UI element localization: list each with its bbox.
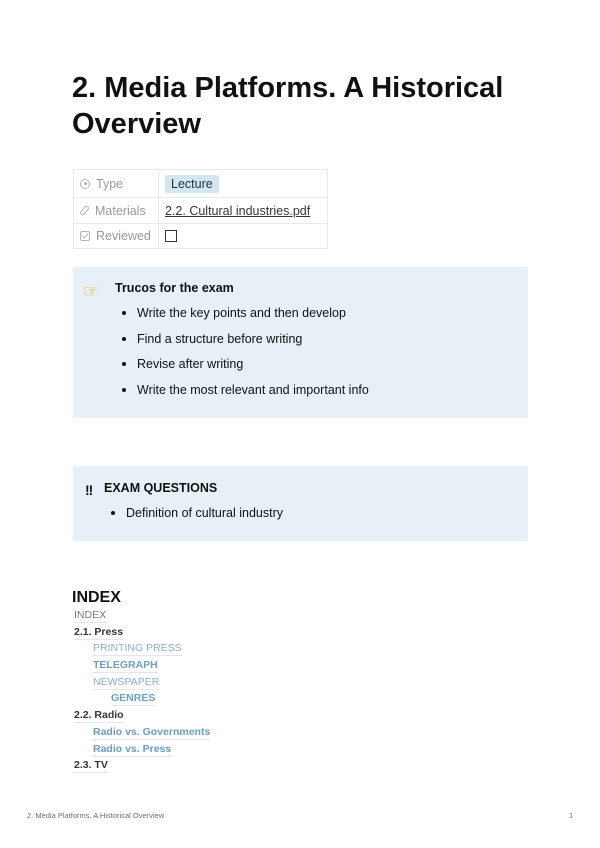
toc-link-printing-press[interactable]: PRINTING PRESS [93, 642, 182, 655]
toc-entry [74, 690, 210, 707]
toc-link-newspaper[interactable]: NEWSPAPER [93, 675, 160, 688]
property-key-materials [74, 198, 159, 224]
paperclip-icon [79, 204, 90, 216]
list-item: Write the most relevant and important info [121, 382, 369, 398]
list-item: Revise after writing [121, 356, 369, 372]
index-heading: INDEX [72, 589, 121, 606]
list-item: Definition of cultural industry [110, 505, 283, 521]
type-icon [80, 179, 90, 189]
toc-entry [74, 657, 210, 674]
callout-title: Trucos for the exam [115, 281, 234, 295]
double-exclamation-icon: !! [85, 482, 93, 498]
reviewed-checkbox[interactable] [165, 230, 177, 242]
toc-entry [74, 674, 210, 691]
property-row-materials [74, 198, 328, 224]
toc-entry [74, 741, 210, 758]
pointing-hand-icon: ☞ [83, 281, 100, 301]
callout-exam-tips [73, 267, 528, 418]
toc-link-telegraph[interactable]: TELEGRAPH [93, 659, 158, 672]
toc-link-genres[interactable]: GENRES [111, 692, 156, 705]
toc-link-radio-vs-governments[interactable]: Radio vs. Governments [93, 725, 211, 738]
questions-list [110, 505, 283, 521]
toc-entry [74, 707, 210, 724]
property-key-type [74, 170, 159, 198]
property-row-reviewed [74, 224, 328, 249]
toc-link-tv[interactable]: 2.3. TV [74, 759, 108, 772]
toc-entry [74, 724, 210, 741]
toc-link-radio-vs-press[interactable]: Radio vs. Press [93, 742, 172, 755]
page-title: 2. Media Platforms. A Historical Overview [72, 72, 504, 140]
property-label: Materials [95, 203, 146, 218]
footer-title: 2. Media Platforms. A Historical Overview [27, 811, 165, 820]
toc-link-index[interactable]: INDEX [74, 609, 107, 621]
toc-entry [74, 624, 210, 641]
type-tag[interactable]: Lecture [165, 175, 219, 193]
callout-title: EXAM QUESTIONS [104, 481, 218, 495]
table-of-contents [74, 607, 210, 774]
property-value-materials [159, 198, 328, 224]
property-key-reviewed [74, 224, 159, 249]
toc-link-radio[interactable]: 2.2. Radio [74, 709, 124, 722]
callout-exam-questions [73, 466, 528, 541]
checkbox-icon [80, 231, 90, 241]
materials-file-link[interactable]: 2.2. Cultural industries.pdf [165, 203, 311, 218]
property-row-type [74, 170, 328, 198]
toc-link-press[interactable]: 2.1. Press [74, 625, 124, 638]
toc-entry [74, 607, 210, 624]
toc-entry [74, 640, 210, 657]
property-label: Type [96, 176, 124, 191]
footer-page-number: 1 [569, 811, 574, 820]
properties-table [73, 169, 328, 249]
property-value-reviewed [159, 224, 328, 249]
tips-list [121, 305, 369, 407]
toc-entry [74, 757, 210, 774]
property-label: Reviewed [96, 229, 151, 243]
property-value-type[interactable] [159, 170, 328, 198]
list-item: Find a structure before writing [121, 331, 369, 347]
list-item: Write the key points and then develop [121, 305, 369, 321]
